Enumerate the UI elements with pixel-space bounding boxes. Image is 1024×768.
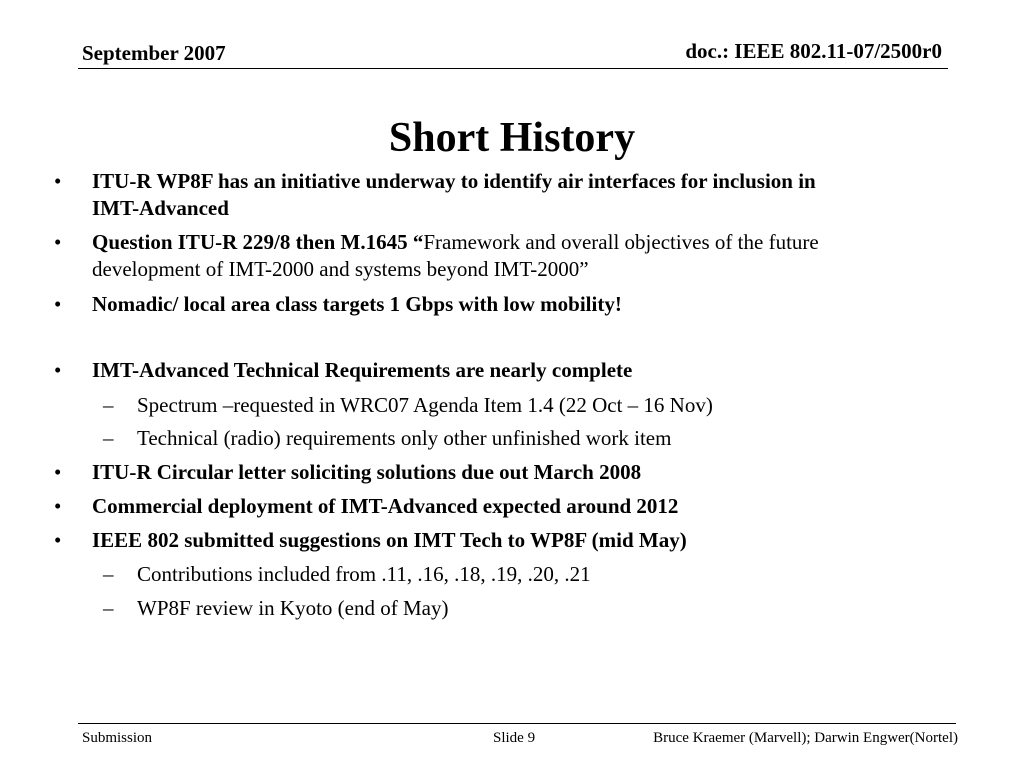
dash-glyph: – [103, 393, 114, 417]
bullet-glyph: • [54, 230, 62, 254]
bullet-glyph: • [54, 460, 62, 484]
bullet-text-normal: Framework and overall objectives of the future [423, 230, 819, 254]
bullet-text: ITU-R WP8F has an initiative underway to identify air interfaces for inclusion in [92, 169, 816, 193]
bullet-text: Commercial deployment of IMT-Advanced expected around 2012 [92, 494, 679, 518]
sub-bullet-text: Spectrum –requested in WRC07 Agenda Item 1.4 (22 Oct – 16 Nov) [137, 393, 713, 417]
sub-bullet-text: WP8F review in Kyoto (end of May) [137, 596, 449, 620]
bullet-glyph: • [54, 528, 62, 552]
header-divider [78, 68, 948, 69]
dash-glyph: – [103, 596, 114, 620]
bullet-glyph: • [54, 358, 62, 382]
bullet-glyph: • [54, 494, 62, 518]
bullet-text-normal: development of IMT-2000 and systems beyond IMT-2000” [92, 257, 589, 281]
bullet-glyph: • [54, 292, 62, 316]
footer-slide-number: Slide 9 [493, 730, 536, 746]
bullet-glyph: • [54, 169, 62, 193]
slide-title: Short History [388, 115, 636, 161]
header-doc-id: doc.: IEEE 802.11-07/2500r0 [685, 39, 942, 63]
dash-glyph: – [103, 426, 114, 450]
bullet-text: ITU-R Circular letter soliciting solutions due out March 2008 [92, 460, 642, 484]
sub-bullet-text: Technical (radio) requirements only other unfinished work item [137, 426, 672, 450]
header-date: September 2007 [82, 41, 226, 65]
footer-submission: Submission [82, 730, 153, 746]
bullet-text: Nomadic/ local area class targets 1 Gbps with low mobility! [92, 292, 622, 316]
bullet-text-bold: Question ITU-R 229/8 then M.1645 “ [92, 230, 424, 254]
sub-bullet-text: Contributions included from .11, .16, .18, .19, .20, .21 [137, 562, 591, 586]
footer-authors: Bruce Kraemer (Marvell); Darwin Engwer(Nortel) [653, 730, 958, 746]
bullet-text: IEEE 802 submitted suggestions on IMT Tech to WP8F (mid May) [92, 528, 687, 552]
dash-glyph: – [103, 562, 114, 586]
footer-divider [78, 723, 956, 724]
bullet-text: IMT-Advanced Technical Requirements are nearly complete [92, 358, 633, 382]
bullet-text: IMT-Advanced [92, 196, 229, 220]
